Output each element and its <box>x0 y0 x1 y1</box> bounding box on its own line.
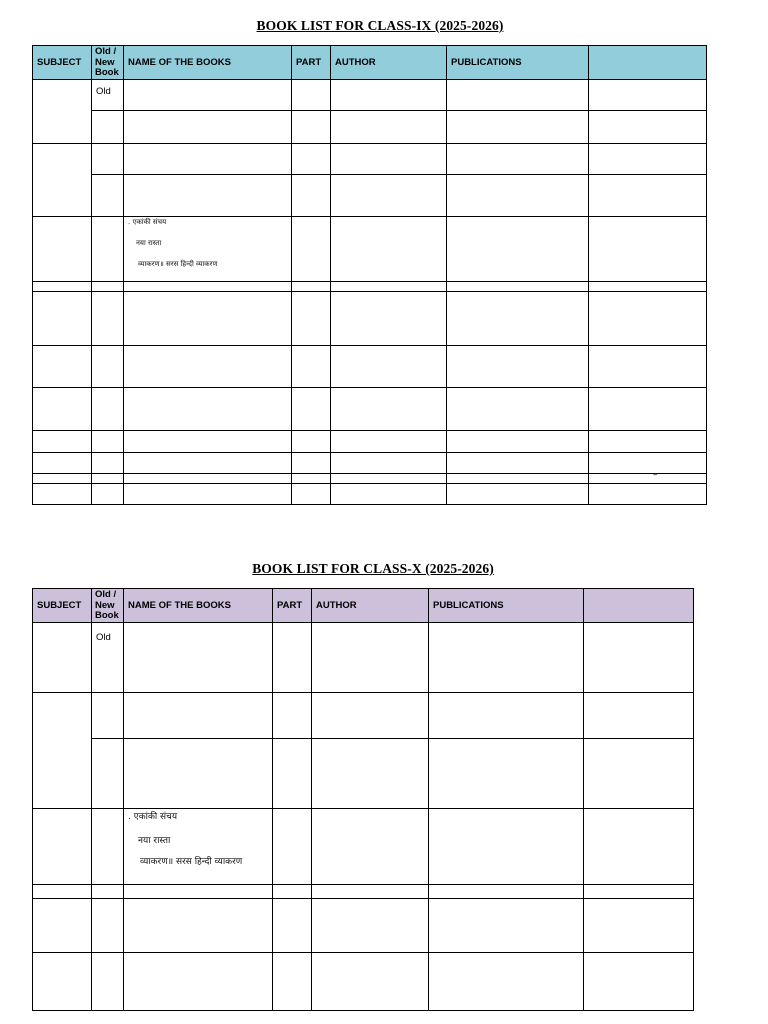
publications-cell <box>447 217 589 282</box>
part-cell <box>292 144 331 175</box>
book-name-cell <box>124 111 292 144</box>
table-row <box>33 431 707 453</box>
author-cell <box>312 809 429 885</box>
table-row <box>33 953 694 1011</box>
book-name-cell <box>124 623 273 693</box>
author-cell <box>331 80 447 111</box>
old-new-cell <box>92 111 124 144</box>
book-name-cell <box>124 144 292 175</box>
subject-cell <box>33 623 92 693</box>
part-header: PART <box>292 46 331 80</box>
book-name-cell <box>124 80 292 111</box>
publications-cell <box>447 175 589 217</box>
part-cell <box>273 809 312 885</box>
table-row <box>33 693 694 739</box>
table-row <box>33 175 707 217</box>
book-name-header: NAME OF THE BOOKS <box>124 46 292 80</box>
author-cell <box>331 175 447 217</box>
book-name-cell <box>124 175 292 217</box>
page-title-class-ix: BOOK LIST FOR CLASS-IX (2025-2026) <box>256 18 504 33</box>
table-header-row <box>33 589 694 623</box>
publications-cell <box>429 623 584 693</box>
old-new-cell <box>92 144 124 175</box>
old-new-header: Old / New Book <box>92 46 124 80</box>
subject-cell <box>33 693 92 809</box>
part-header: PART <box>273 589 312 623</box>
old-new-cell <box>92 693 124 739</box>
extra-cell <box>584 693 694 739</box>
book-name-cell <box>124 217 292 282</box>
table-row <box>33 346 707 388</box>
old-new-cell <box>92 175 124 217</box>
extra-cell <box>584 809 694 885</box>
table-header-row <box>33 46 707 80</box>
page-title-class-x: BOOK LIST FOR CLASS-X (2025-2026) <box>252 561 494 576</box>
old-new-cell: Old <box>92 623 124 693</box>
extra-cell <box>584 623 694 693</box>
part-cell <box>292 111 331 144</box>
extra-cell <box>589 217 707 282</box>
author-cell <box>312 693 429 739</box>
old-new-cell <box>92 217 124 282</box>
subject-cell <box>33 80 92 144</box>
extra-header <box>589 46 707 80</box>
table-row <box>33 484 707 505</box>
table-row <box>33 885 694 899</box>
extra-cell <box>584 739 694 809</box>
extra-cell <box>589 175 707 217</box>
book-list-table-class-ix <box>32 45 707 505</box>
old-new-cell <box>92 739 124 809</box>
table-row <box>33 111 707 144</box>
hindi-book-line: व्याकरण॥ सरस हिन्दी व्याकरण <box>138 260 218 268</box>
publications-header: PUBLICATIONS <box>447 46 589 80</box>
subject-cell <box>33 144 92 217</box>
extra-cell <box>589 80 707 111</box>
hindi-book-line: नया रास्ता <box>136 239 162 247</box>
book-name-header: NAME OF THE BOOKS <box>124 589 273 623</box>
author-cell <box>331 217 447 282</box>
subject-cell <box>33 217 92 282</box>
table-row-hindi <box>33 809 694 885</box>
book-list-table-class-x <box>32 588 694 1011</box>
publications-cell <box>447 144 589 175</box>
dash-mark: – <box>653 470 658 480</box>
table-row <box>33 388 707 431</box>
publications-header: PUBLICATIONS <box>429 589 584 623</box>
extra-cell <box>589 111 707 144</box>
author-header: AUTHOR <box>331 46 447 80</box>
table-row <box>33 453 707 474</box>
table-row <box>33 474 707 484</box>
publications-cell <box>429 739 584 809</box>
hindi-book-line: . एकांकी संचय <box>128 812 178 822</box>
table-row <box>33 282 707 292</box>
publications-cell <box>447 111 589 144</box>
table-row <box>33 80 707 111</box>
author-cell <box>331 111 447 144</box>
subject-cell <box>33 809 92 885</box>
book-name-cell <box>124 809 273 885</box>
old-new-cell <box>92 809 124 885</box>
table-row <box>33 144 707 175</box>
extra-cell <box>589 144 707 175</box>
subject-header: SUBJECT <box>33 46 92 80</box>
publications-cell <box>429 693 584 739</box>
old-new-cell: Old <box>92 80 124 111</box>
hindi-book-line: व्याकरण॥ सरस हिन्दी व्याकरण <box>140 857 243 867</box>
part-cell <box>273 693 312 739</box>
part-cell <box>292 80 331 111</box>
extra-header <box>584 589 694 623</box>
hindi-book-line: नया रास्ता <box>138 836 171 846</box>
book-name-cell <box>124 693 273 739</box>
old-new-header: Old / New Book <box>92 589 124 623</box>
publications-cell <box>429 809 584 885</box>
book-name-cell <box>124 739 273 809</box>
publications-cell <box>447 80 589 111</box>
author-cell <box>312 623 429 693</box>
part-cell <box>292 217 331 282</box>
table-row <box>33 292 707 346</box>
table-row <box>33 623 694 693</box>
author-cell <box>331 144 447 175</box>
subject-header: SUBJECT <box>33 589 92 623</box>
author-header: AUTHOR <box>312 589 429 623</box>
part-cell <box>273 739 312 809</box>
part-cell <box>273 623 312 693</box>
table-row <box>33 899 694 953</box>
table-row <box>33 739 694 809</box>
author-cell <box>312 739 429 809</box>
hindi-book-line: . एकांकी संचय <box>128 218 167 226</box>
part-cell <box>292 175 331 217</box>
table-row-hindi <box>33 217 707 282</box>
